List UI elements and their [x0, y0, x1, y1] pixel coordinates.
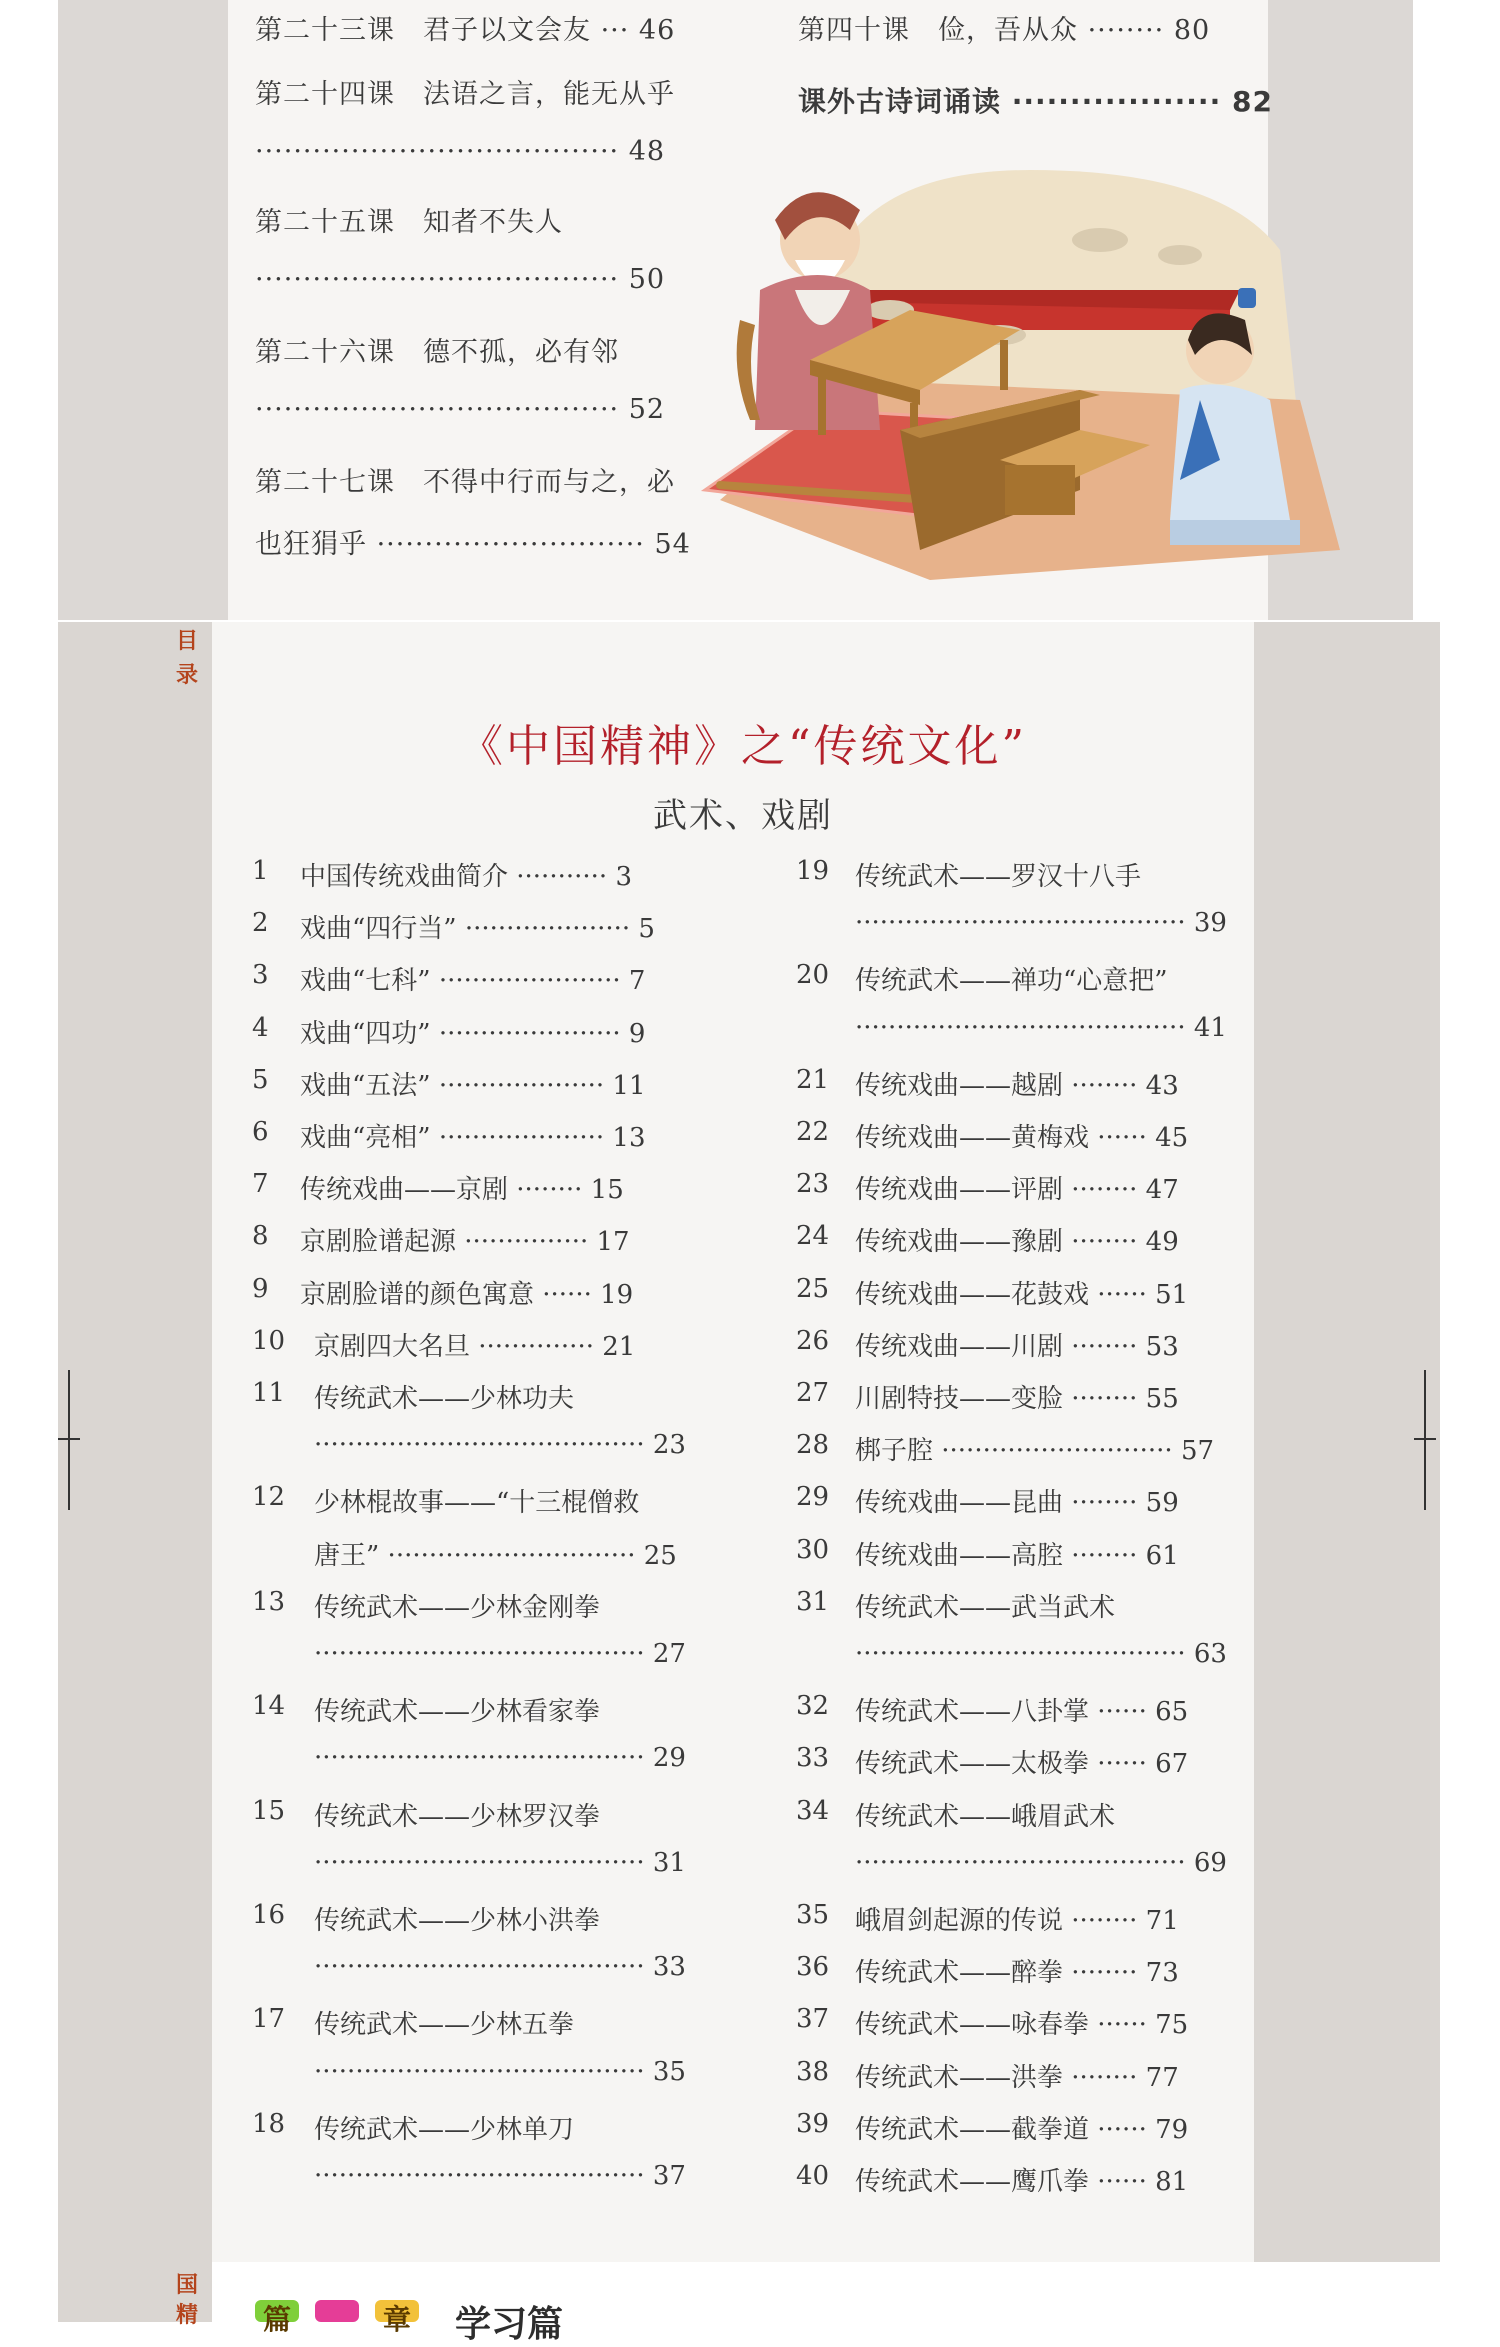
toc-entry[interactable]: 少林棍故事——“十三棍僧救	[314, 1488, 640, 1518]
toc-entry-number: 31	[796, 1587, 830, 1617]
toc-entry-number: 26	[796, 1326, 830, 1356]
toc-entry[interactable]: 传统戏曲——越剧 ········ 43	[855, 1071, 1179, 1101]
toc-entry[interactable]: 传统武术——少林金刚拳	[314, 1593, 601, 1623]
toc-entry-number: 8	[252, 1221, 269, 1251]
toc-entry[interactable]: ········································ 31	[314, 1848, 686, 1878]
toc-entry[interactable]: 传统武术——醉拳 ········ 73	[855, 1958, 1179, 1988]
toc-entry-number: 20	[796, 960, 830, 990]
toc-entry[interactable]: 传统戏曲——黄梅戏 ······ 45	[855, 1123, 1189, 1153]
bottom-heading: 学习篇	[455, 2303, 564, 2345]
top-toc-entry: 第二十三课 君子以文会友 ··· 46	[255, 15, 676, 46]
toc-entry-number: 21	[796, 1065, 830, 1095]
toc-entry[interactable]: 传统武术——鹰爪拳 ······ 81	[855, 2167, 1189, 2197]
toc-entry[interactable]: 传统武术——峨眉武术	[855, 1802, 1116, 1832]
toc-entry-number: 17	[252, 2004, 286, 2034]
toc-entry-number: 4	[252, 1013, 269, 1043]
toc-entry[interactable]: 传统武术——八卦掌 ······ 65	[855, 1697, 1189, 1727]
page-title: 《中国精神》之“传统文化”	[459, 721, 1027, 772]
toc-entry[interactable]: ········································ 39	[855, 908, 1227, 938]
toc-entry-number: 34	[796, 1796, 830, 1826]
top-toc-entry: 第二十五课 知者不失人	[255, 207, 563, 238]
toc-entry[interactable]: ········································ 37	[314, 2161, 686, 2191]
toc-entry[interactable]: 京剧四大名旦 ·············· 21	[314, 1332, 636, 1362]
top-toc-entry: 第四十课 俭，吾从众 ········ 80	[798, 15, 1211, 46]
toc-entry[interactable]: 唐王” ······························ 25	[314, 1541, 677, 1571]
top-toc-entry: ······································ 52	[255, 394, 666, 425]
toc-entry[interactable]: 京剧脸谱的颜色寓意 ······ 19	[300, 1280, 634, 1310]
toc-entry[interactable]: ········································ 27	[314, 1639, 686, 1669]
toc-entry-number: 29	[796, 1482, 830, 1512]
toc-entry-number: 16	[252, 1900, 286, 1930]
crop-mark-right-vertical	[1424, 1370, 1426, 1510]
toc-entry[interactable]: 传统戏曲——豫剧 ········ 49	[855, 1227, 1179, 1257]
toc-entry-number: 30	[796, 1535, 830, 1565]
side-label-bottom-2: 精	[175, 2302, 198, 2328]
toc-entry[interactable]: ········································ 29	[314, 1743, 686, 1773]
toc-entry[interactable]: 传统武术——少林看家拳	[314, 1697, 601, 1727]
top-toc-entry: 课外古诗词诵读 ·················· 82	[798, 85, 1273, 118]
toc-entry[interactable]: 传统戏曲——川剧 ········ 53	[855, 1332, 1179, 1362]
top-toc-entry: ······································ 50	[255, 264, 666, 295]
section-badge: 篇	[255, 2300, 299, 2322]
toc-entry-number: 24	[796, 1221, 830, 1251]
toc-entry[interactable]: ········································ 33	[314, 1952, 686, 1982]
toc-entry-number: 11	[252, 1378, 286, 1408]
toc-entry-number: 27	[796, 1378, 830, 1408]
toc-entry[interactable]: 传统武术——洪拳 ········ 77	[855, 2063, 1179, 2093]
top-toc-entry: 第二十六课 德不孤，必有邻	[255, 337, 619, 368]
toc-entry[interactable]: 传统武术——少林罗汉拳	[314, 1802, 601, 1832]
side-label-mulu-1: 目	[175, 628, 198, 654]
toc-entry[interactable]: 传统武术——咏春拳 ······ 75	[855, 2010, 1189, 2040]
toc-entry-number: 12	[252, 1482, 286, 1512]
top-toc-entry: 也狂狷乎 ···························· 54	[255, 529, 691, 560]
toc-entry[interactable]: ········································ 23	[314, 1430, 686, 1460]
toc-entry-number: 2	[252, 908, 269, 938]
toc-entry-number: 38	[796, 2057, 830, 2087]
top-toc-entry: 第二十四课 法语之言，能无从乎	[255, 79, 675, 110]
crop-mark-left-vertical	[68, 1370, 70, 1510]
toc-entry-number: 13	[252, 1587, 286, 1617]
toc-entry-number: 25	[796, 1274, 830, 1304]
toc-entry[interactable]: 戏曲“四功” ······················ 9	[300, 1019, 646, 1049]
toc-entry-number: 19	[796, 856, 830, 886]
top-toc-entry: 第二十七课 不得中行而与之，必	[255, 467, 675, 498]
toc-entry-number: 3	[252, 960, 269, 990]
toc-entry-number: 10	[252, 1326, 286, 1356]
toc-entry-number: 33	[796, 1743, 830, 1773]
toc-entry-number: 14	[252, 1691, 286, 1721]
toc-entry-number: 6	[252, 1117, 269, 1147]
section-badge	[315, 2300, 359, 2322]
toc-entry-number: 1	[252, 856, 269, 886]
toc-entry[interactable]: 传统武术——太极拳 ······ 67	[855, 1749, 1189, 1779]
toc-entry-number: 36	[796, 1952, 830, 1982]
toc-entry-number: 23	[796, 1169, 830, 1199]
toc-entry[interactable]: 传统戏曲——昆曲 ········ 59	[855, 1488, 1179, 1518]
toc-entry-number: 39	[796, 2109, 830, 2139]
side-label-bottom-1: 国	[175, 2272, 198, 2298]
toc-entry[interactable]: 戏曲“七科” ······················ 7	[300, 966, 646, 996]
toc-entry[interactable]: 传统武术——禅功“心意把”	[855, 966, 1168, 996]
toc-entry[interactable]: 传统武术——少林单刀	[314, 2115, 575, 2145]
toc-entry[interactable]: 传统武术——武当武术	[855, 1593, 1116, 1623]
toc-entry-number: 18	[252, 2109, 286, 2139]
toc-entry[interactable]: 传统戏曲——高腔 ········ 61	[855, 1541, 1179, 1571]
toc-entry[interactable]: 戏曲“五法” ···················· 11	[300, 1071, 646, 1101]
toc-entry[interactable]: ········································ 41	[855, 1013, 1227, 1043]
confucius-teaching-illustration	[700, 160, 1340, 580]
toc-entry[interactable]: 戏曲“亮相” ···················· 13	[300, 1123, 646, 1153]
toc-entry[interactable]: 传统戏曲——京剧 ········ 15	[300, 1175, 624, 1205]
toc-entry-number: 22	[796, 1117, 830, 1147]
toc-entry-number: 5	[252, 1065, 269, 1095]
crop-mark-left-horizontal	[58, 1438, 80, 1440]
toc-entry[interactable]: 传统戏曲——花鼓戏 ······ 51	[855, 1280, 1189, 1310]
section-badge: 章	[375, 2300, 419, 2322]
side-label-mulu-2: 录	[175, 662, 198, 688]
toc-entry[interactable]: 传统武术——少林小洪拳	[314, 1906, 601, 1936]
toc-entry-number: 40	[796, 2161, 830, 2191]
toc-entry-number: 35	[796, 1900, 830, 1930]
toc-entry[interactable]: 戏曲“四行当” ···················· 5	[300, 914, 655, 944]
toc-entry[interactable]: ········································ 63	[855, 1639, 1227, 1669]
toc-entry[interactable]: 传统武术——少林功夫	[314, 1384, 575, 1414]
toc-entry[interactable]: 传统武术——少林五拳	[314, 2010, 575, 2040]
toc-entry-number: 9	[252, 1274, 269, 1304]
toc-entry-number: 15	[252, 1796, 286, 1826]
toc-entry-number: 37	[796, 2004, 830, 2034]
toc-entry[interactable]: 传统武术——罗汉十八手	[855, 862, 1142, 892]
toc-entry[interactable]: 梆子腔 ···························· 57	[855, 1436, 1215, 1466]
toc-entry-number: 28	[796, 1430, 830, 1460]
top-toc-entry: ······································ 48	[255, 136, 666, 167]
toc-entry[interactable]: 峨眉剑起源的传说 ········ 71	[855, 1906, 1179, 1936]
page-subtitle: 武术、戏剧	[653, 796, 833, 836]
toc-entry[interactable]: 传统戏曲——评剧 ········ 47	[855, 1175, 1179, 1205]
toc-entry-number: 32	[796, 1691, 830, 1721]
toc-entry[interactable]: ········································ 69	[855, 1848, 1227, 1878]
toc-entry[interactable]: 中国传统戏曲简介 ··········· 3	[300, 862, 632, 892]
crop-mark-right-horizontal	[1414, 1438, 1436, 1440]
toc-entry[interactable]: 川剧特技——变脸 ········ 55	[855, 1384, 1179, 1414]
toc-entry[interactable]: 京剧脸谱起源 ··············· 17	[300, 1227, 630, 1257]
toc-entry[interactable]: ········································ 35	[314, 2057, 686, 2087]
toc-entry-number: 7	[252, 1169, 269, 1199]
toc-entry[interactable]: 传统武术——截拳道 ······ 79	[855, 2115, 1189, 2145]
